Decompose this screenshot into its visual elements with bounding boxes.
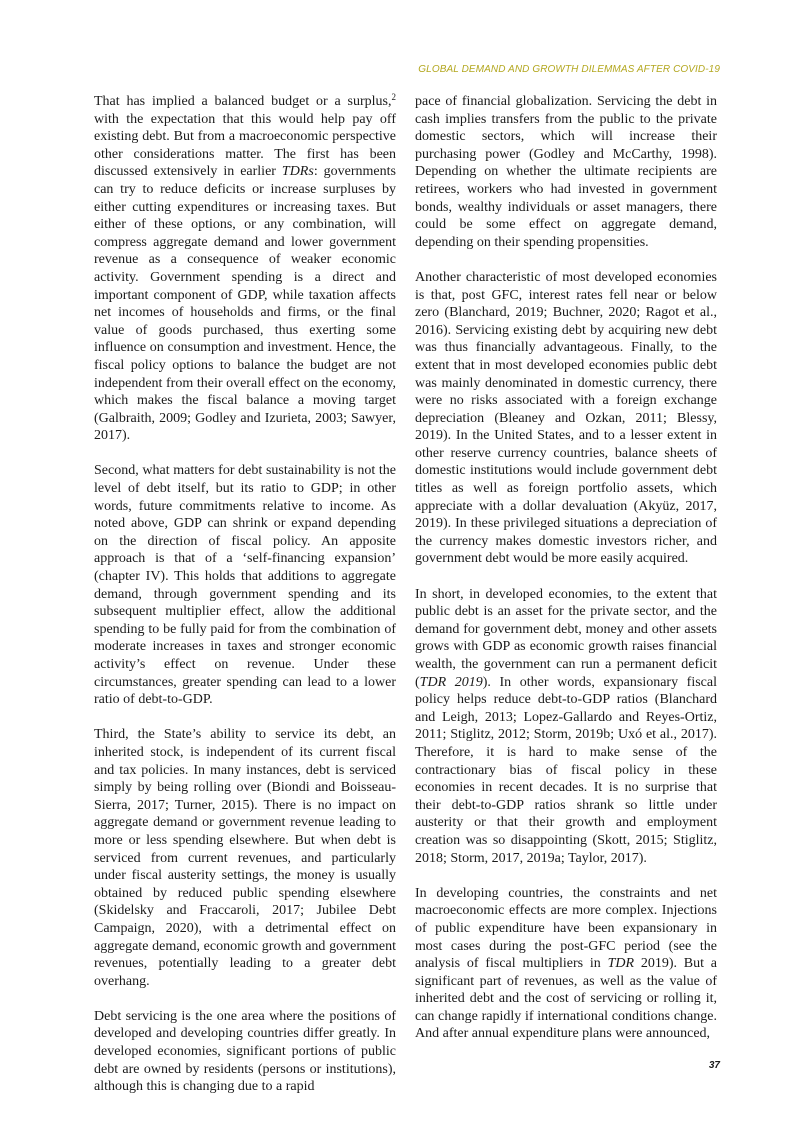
tdr-reference: TDRs bbox=[281, 164, 314, 180]
footnote-marker[interactable]: 2 bbox=[391, 92, 396, 102]
right-column bbox=[415, 93, 717, 1043]
running-header: GLOBAL DEMAND AND GROWTH DILEMMAS AFTER COVID-19 bbox=[418, 64, 720, 75]
tdr-reference: TDR 2019 bbox=[419, 674, 483, 690]
tdr-reference: TDR bbox=[607, 956, 635, 972]
left-column bbox=[94, 93, 396, 1096]
paragraph: Third, the State’s ability to service its debt, an inherited stock, is independent of its current fiscal and tax policies. In many instances, debt is serviced simply by being rolling over (Biondi and Boisseau-Sierra, 2017; Turner, 2015). There is no impact on aggregate demand or government revenue leading to more or less spending elsewhere. But when debt is serviced from current revenues, and particularly under fiscal austerity settings, the money is usually obtained by reduced public spending elsewhere (Skidelsky and Fraccaroli, 2017; Jubilee Debt Campaign, 2020), with a detrimental effect on aggregate demand, economic growth and government revenues, potentially leading to a greater debt overhang. bbox=[94, 727, 396, 989]
paragraph: Second, what matters for debt sustainability is not the level of debt itself, but its ratio to GDP; in other words, future commitments relative to income. As noted above, GDP can shrink or expand depending on the direction of fiscal policy. An apposite approach is that of a ‘self-financing expansion’ (chapter IV). This holds that additions to aggregate demand, through government spending and its subsequent multiplier effect, allow the additional spending to be fully paid for from the combination of moderate increases in taxes and stronger economic activity’s effect on revenue. Under these circumstances, greater spending can lead to a lower ratio of debt-to-GDP. bbox=[94, 463, 396, 708]
paragraph: In short, in developed economies, to the extent that public debt is an asset for the private sector, and the demand for government debt, money and other assets grows with GDP as economic growth raises financial wealth, the government can run a permanent deficit (TDR 2019). In other words, expansionary fiscal policy helps reduce debt-to-GDP ratios (Blanchard and Leigh, 2013; Lopez-Gallardo and Reyes-Ortiz, 2011; Stiglitz, 2012; Storm, 2019b; Uxó et al., 2017). Therefore, it is hard to make sense of the contractionary bias of fiscal policy in these economies in recent decades. It is no surprise that their debt-to-GDP ratios shrank so little under austerity or that their growth and employment creation was so disappointing (Skott, 2015; Stiglitz, 2018; Storm, 2017, 2019a; Taylor, 2017). bbox=[415, 586, 717, 866]
paragraph: That has implied a balanced budget or a surplus,$^2$ with the expectation that this would help pay off existing debt. But from a macroeconomic perspective other considerations matter. The first has been discussed extensively in earlier TDRs: governments can try to reduce deficits or increase surpluses by either cutting expenditures or increasing taxes. But either of these options, or any combination, will compress aggregate demand and lower government revenue as a consequence of weaker economic activity. Government spending is a direct and important component of GDP, while taxation affects net incomes of households and firms, or the final value of goods purchased, thus exerting some influence on consumption and investment. Hence, the fiscal policy options to balance the budget are not independent from their overall effect on the economy, which makes the fiscal balance a moving target (Galbraith, 2009; Godley and Izurieta, 2003; Sawyer, 2017). bbox=[94, 92, 396, 444]
paragraph: In developing countries, the constraints and net macroeconomic effects are more complex. Injections of public expenditure have been expansionary in most cases during the post-GFC period (see the analysis of fiscal multipliers in TDR 2019). But a significant part of revenues, as well as the value of inherited debt and the cost of servicing or rolling it, can change rapidly if international conditions change. And after annual expenditure plans were announced, bbox=[415, 885, 717, 1042]
page-number: 37 bbox=[708, 1060, 720, 1071]
paragraph: pace of financial globalization. Servicing the debt in cash implies transfers from the public to the private domestic sectors, which will increase their purchasing power (Godley and McCarthy, 1998). Depending on whether the ultimate recipients are retirees, workers who had invested in government bonds, wealthy individuals or asset managers, there could be some effect on aggregate demand, depending on their spending propensities. bbox=[415, 94, 717, 250]
paragraph: Another characteristic of most developed economies is that, post GFC, interest rates fell near or below zero (Blanchard, 2019; Buchner, 2020; Ragot et al., 2016). Servicing existing debt by acquiring new debt was thus financially advantageous. Finally, to the extent that in most developed economies public debt was mainly denominated in domestic currency, there were no risks associated with a foreign exchange depreciation (Bleaney and Ozkan, 2011; Blessy, 2019). In the United States, and to a lesser extent in other reserve currency countries, balance sheets of domestic institutions would include government debt titles as well as foreign portfolio assets, which appreciate with a dollar devaluation (Akyüz, 2017, 2019). In these privileged situations a depreciation of the currency makes domestic investors richer, and government debt would be more easily acquired. bbox=[415, 269, 717, 567]
paragraph: Debt servicing is the one area where the positions of developed and developing countries differ greatly. In developed economies, significant portions of public debt are owned by residents (persons or institutions), although this is changing due to a rapid bbox=[94, 1008, 396, 1095]
